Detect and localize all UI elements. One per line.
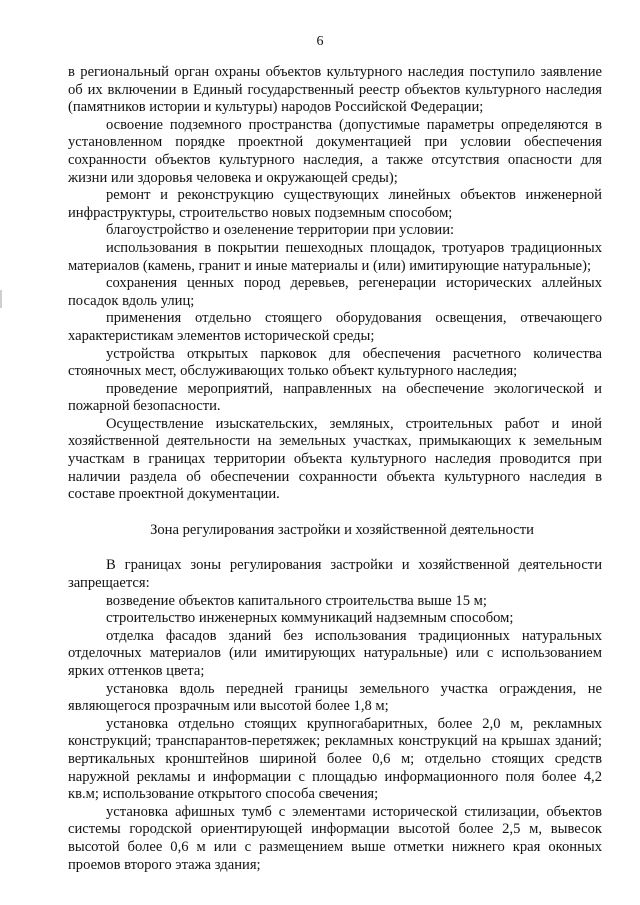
- paragraph: освоение подземного пространства (допустимые параметры определяются в установленном порядке проектной документацией при условии обеспечения сохранности объектов культурного наследия, а также отсутствия опасности для жизни или здоровья человека и окружающей среды);: [68, 116, 602, 186]
- paragraph: строительство инженерных коммуникаций надземным способом;: [106, 610, 514, 627]
- paragraph: проведение мероприятий, направленных на обеспечение экологической и пожарной безопасности.: [68, 380, 602, 415]
- paragraph: В границах зоны регулирования застройки и хозяйственной деятельности запрещается:: [68, 557, 602, 592]
- paragraph: использования в покрытии пешеходных площадок, тротуаров традиционных материалов (камень, гранит и иные материалы и (или) имитирующие натуральные);: [68, 239, 602, 274]
- scan-edge-mark: [0, 290, 2, 308]
- paragraph: Осуществление изыскательских, земляных, строительных работ и иной хозяйственной деятельности на земельных участках, примыкающих к земельным участкам в границах территории объекта культурного наследия проводится при наличии раздела об обеспечении сохранности объекта культурного наследия в составе проектной документации.: [68, 415, 602, 503]
- paragraph: применения отдельно стоящего оборудования освещения, отвечающего характеристикам элементов исторической среды;: [68, 310, 602, 344]
- paragraph: в региональный орган охраны объектов культурного наследия поступило заявление об их включении в Единый государственный реестр объектов культурного наследия (памятников истории и культуры) народов Российской Федерации;: [68, 64, 602, 116]
- paragraph: установка вдоль передней границы земельного участка ограждения, не являющегося прозрачным или высотой более 1,8 м;: [68, 680, 602, 715]
- paragraph: ремонт и реконструкцию существующих линейных объектов инженерной инфраструктуры, строительство новых подземным способом;: [68, 187, 602, 221]
- paragraph: возведение объектов капитального строительства выше 15 м;: [106, 592, 487, 609]
- page-number: 6: [316, 34, 324, 49]
- paragraph: отделка фасадов зданий без использования традиционных натуральных отделочных материалов (или имитирующих натуральные) или с использованием ярких оттенков цвета;: [68, 627, 602, 679]
- section-heading: Зона регулирования застройки и хозяйственной деятельности: [150, 521, 534, 538]
- paragraph: установка отдельно стоящих крупногабаритных, более 2,0 м, рекламных конструкций; транспарантов-перетяжек; рекламных конструкций на крышах зданий; вертикальных кронштейнов шириной более 0,6 м; отдельно стоящих средств наружной рекламы и информации с площадью информационного поля более 4,2 кв.м; использование открытого способа свечения;: [68, 715, 602, 803]
- paragraph: благоустройство и озеленение территории при условии:: [106, 222, 455, 239]
- paragraph: установка афишных тумб с элементами исторической стилизации, объектов системы городской ориентирующей информации высотой более 2,5 м, вывесок высотой более 0,6 м или с размещением выше отметки нижнего края оконных проемов второго этажа здания;: [68, 803, 602, 873]
- document-body: [68, 64, 602, 874]
- paragraph: сохранения ценных пород деревьев, регенерации исторических аллейных посадок вдоль улиц;: [68, 275, 602, 309]
- paragraph: устройства открытых парковок для обеспечения расчетного количества стояночных мест, обслуживающих только объект культурного наследия;: [68, 345, 602, 380]
